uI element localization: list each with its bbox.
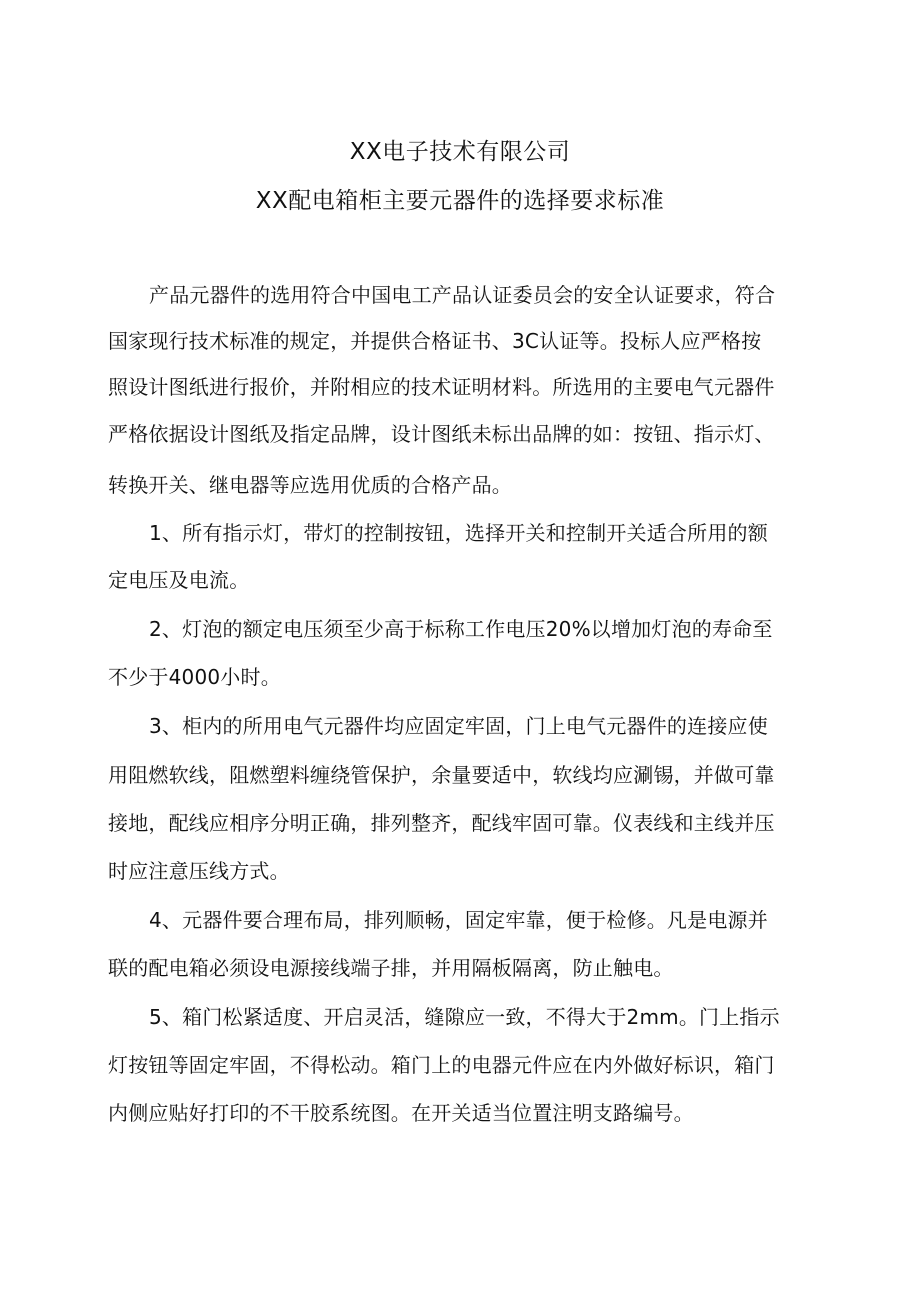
item-5-line-1: 5、箱门松紧适度、开启灵活，缝隙应一致，不得大于2mm。门上指示 (149, 1005, 780, 1029)
item-3-line-1: 3、柜内的所用电气元器件均应固定牢固，门上电气元器件的连接应使 (149, 714, 768, 738)
intro-line-3: 照设计图纸进行报价，并附相应的技术证明材料。所选用的主要电气元器件 (108, 375, 775, 399)
company-title: XX电子技术有限公司 (349, 139, 571, 165)
item-3-line-3: 接地，配线应相序分明正确，排列整齐，配线牢固可靠。仪表线和主线并压 (108, 811, 775, 835)
item-3-line-4: 时应注意压线方式。 (108, 859, 290, 883)
intro-line-5: 转换开关、继电器等应选用优质的合格产品。 (108, 473, 512, 497)
item-4-line-2: 联的配电箱必须设电源接线端子排，并用隔板隔离，防止触电。 (108, 956, 674, 980)
item-2-line-2: 不少于4000小时。 (108, 665, 281, 689)
item-2-line-1: 2、灯泡的额定电压须至少高于标称工作电压20%以增加灯泡的寿命至 (149, 617, 773, 641)
item-1-line-1: 1、所有指示灯，带灯的控制按钮，选择开关和控制开关适合所用的额 (149, 521, 768, 545)
item-4-line-1: 4、元器件要合理布局，排列顺畅，固定牢靠，便于检修。凡是电源并 (149, 908, 768, 932)
item-3-line-2: 用阻燃软线，阻燃塑料缠绕管保护，余量要适中，软线均应涮锡，并做可靠 (108, 763, 775, 787)
item-5-line-2: 灯按钮等固定牢固，不得松动。箱门上的电器元件应在内外做好标识，箱门 (108, 1053, 775, 1077)
item-5-line-3: 内侧应贴好打印的不干胶系统图。在开关适当位置注明支路编号。 (108, 1101, 694, 1125)
document-title: XX配电箱柜主要元器件的选择要求标准 (255, 188, 665, 214)
intro-line-4: 严格依据设计图纸及指定品牌，设计图纸未标出品牌的如：按钮、指示灯、 (108, 422, 775, 446)
intro-line-1: 产品元器件的选用符合中国电工产品认证委员会的安全认证要求，符合 (149, 283, 776, 307)
intro-line-2: 国家现行技术标准的规定，并提供合格证书、3C认证等。投标人应严格按 (108, 329, 762, 353)
item-1-line-2: 定电压及电流。 (108, 568, 250, 592)
